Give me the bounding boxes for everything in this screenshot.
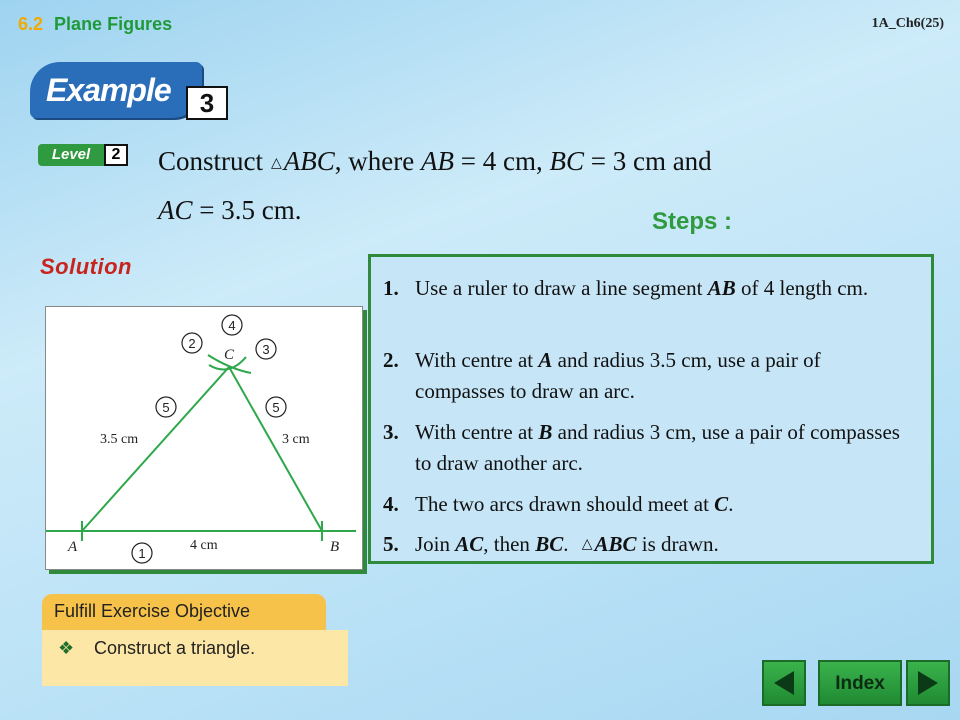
step-text-part: The two arcs drawn should meet at — [415, 492, 715, 516]
bc-length-label: 3 cm — [282, 432, 310, 447]
question-word: = 4 cm, — [454, 146, 550, 176]
step-text-part: Use a ruler to draw a line segment — [415, 276, 708, 300]
triangle-symbol: △ — [581, 537, 593, 552]
ab-length-label: 4 cm — [190, 538, 218, 553]
step-var: ABC — [594, 532, 637, 556]
section-number: 6.2 — [18, 14, 44, 34]
step-text-part: . — [728, 492, 734, 516]
vertex-b-label: B — [330, 539, 340, 555]
prev-button[interactable] — [762, 660, 806, 706]
step-var: C — [714, 492, 729, 516]
step-text — [415, 489, 915, 520]
step-marker-1-text: 1 — [138, 546, 146, 561]
steps-heading: Steps : — [652, 208, 733, 235]
vertex-a-label: A — [68, 539, 78, 555]
objective-title: Fulfill Exercise Objective — [54, 601, 251, 621]
step-text-part: With centre at — [415, 420, 539, 444]
level-number: 2 — [104, 144, 128, 166]
step-var: AC — [455, 532, 484, 556]
step-text — [415, 529, 915, 560]
section-heading — [18, 14, 172, 35]
step-text-part: With centre at — [415, 348, 539, 372]
objective-tab — [42, 594, 326, 630]
step-marker-2-text: 2 — [188, 336, 196, 351]
question-var: BC — [549, 146, 584, 176]
question-var: ABC — [283, 146, 335, 176]
step-marker-3-text: 3 — [262, 342, 270, 357]
step-number: 5. — [383, 532, 399, 556]
example-number: 3 — [186, 86, 228, 120]
page-code: 1A_Ch6(25) — [871, 16, 944, 31]
step-marker-5-right-text: 5 — [272, 400, 280, 415]
ac-length-label: 3.5 cm — [100, 432, 139, 447]
question-word: = 3.5 cm. — [192, 195, 302, 225]
step-marker-5-left-text: 5 — [162, 400, 170, 415]
step-number: 2. — [383, 348, 399, 372]
question-var: AC — [158, 195, 193, 225]
step-text-part: Join — [415, 532, 456, 556]
step-text-part: and radius 3.5 cm, use a pair of compasses to draw an arc. — [415, 348, 821, 403]
level-label: Level — [38, 144, 104, 166]
step-marker-4-text: 4 — [228, 318, 236, 333]
objective-item: Construct a triangle. — [94, 638, 256, 658]
triangle-diagram — [46, 307, 362, 569]
next-button[interactable] — [906, 660, 950, 706]
solution-label: Solution — [40, 254, 132, 279]
example-label: Example — [46, 72, 171, 108]
right-triangle-icon — [914, 669, 942, 697]
side-ac — [82, 367, 229, 531]
step-number: 1. — [383, 276, 399, 300]
step-var: AB — [707, 276, 736, 300]
bullet-icon: ❖ — [58, 638, 75, 658]
steps-panel — [368, 254, 934, 564]
step-var: A — [538, 348, 553, 372]
step-text — [415, 417, 915, 479]
question-word: Construct — [158, 146, 263, 176]
step-var: BC — [535, 532, 564, 556]
side-bc — [229, 367, 322, 531]
example-badge — [30, 62, 202, 118]
step-text-part: of 4 length cm. — [735, 276, 869, 300]
index-button[interactable]: Index — [818, 660, 902, 706]
step-var: B — [538, 420, 553, 444]
construction-figure — [45, 306, 363, 570]
step-number: 3. — [383, 420, 399, 444]
step-text — [415, 345, 915, 407]
left-triangle-icon — [770, 669, 798, 697]
step-text-part: . — [563, 532, 574, 556]
step-number: 4. — [383, 492, 399, 516]
question-var: AB — [421, 146, 454, 176]
question-word: = 3 cm and — [583, 146, 712, 176]
level-badge — [38, 144, 128, 166]
objective-panel — [42, 630, 348, 686]
question-text — [158, 138, 878, 233]
vertex-c-label: C — [224, 347, 235, 363]
step-text — [415, 273, 915, 304]
step-text-part: , then — [483, 532, 536, 556]
triangle-symbol: △ — [271, 156, 282, 171]
step-text-part: and radius 3 cm, use a pair of compasses to draw another arc. — [415, 420, 900, 475]
section-title: Plane Figures — [54, 14, 173, 34]
question-word: , where — [334, 146, 421, 176]
step-text-part: is drawn. — [636, 532, 719, 556]
